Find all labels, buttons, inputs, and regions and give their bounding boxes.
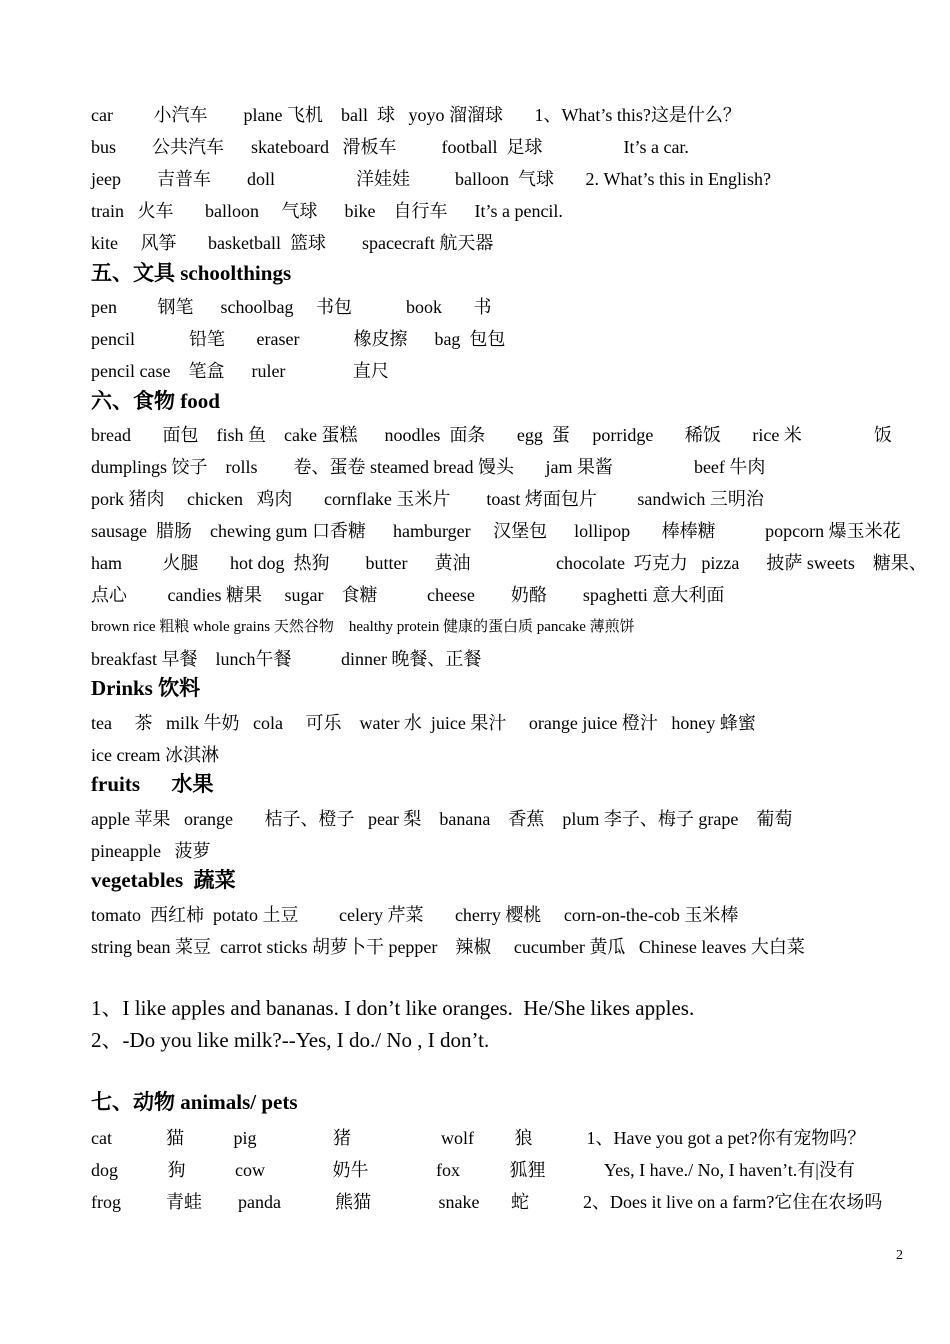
vocab-line: 点心 candies 糖果 sugar 食糖 cheese 奶酪 spaghetti 意大利面	[91, 585, 725, 605]
vocab-line: car 小汽车 plane 飞机 ball 球 yoyo 溜溜球 1、What’s this?这是什么？	[91, 105, 741, 125]
vocab-line: dog 狗 cow 奶牛 fox 狐狸 Yes, I have./ No, I haven’t.有|没有	[91, 1160, 855, 1180]
vocab-line: ice cream 冰淇淋	[91, 745, 219, 765]
vocab-line: pencil case 笔盒 ruler 直尺	[91, 361, 389, 381]
vocab-line: bus 公共汽车 skateboard 滑板车 football 足球 It’s a car.	[91, 137, 689, 157]
section-heading: Drinks 饮料	[91, 676, 201, 700]
vocab-line: jeep 吉普车 doll 洋娃娃 balloon 气球 2. What’s this in English?	[91, 169, 771, 189]
vocab-line: dumplings 饺子 rolls 卷、蛋卷 steamed bread 馒头 jam 果酱 beef 牛肉	[91, 457, 766, 477]
vocab-line: brown rice 粗粮 whole grains 天然谷物 healthy protein 健康的蛋白质 pancake 薄煎饼	[91, 619, 635, 635]
page-number: 2	[896, 1248, 903, 1263]
vocab-line: pork 猪肉 chicken 鸡肉 cornflake 玉米片 toast 烤面包片 sandwich 三明治	[91, 489, 764, 509]
vocab-line: ham 火腿 hot dog 热狗 butter 黄油 chocolate 巧克力 pizza 披萨 sweets 糖果、	[91, 553, 927, 573]
vocab-line: apple 苹果 orange 桔子、橙子 pear 梨 banana 香蕉 plum 李子、梅子 grape 葡萄	[91, 809, 793, 829]
vocab-line: tea 茶 milk 牛奶 cola 可乐 water 水 juice 果汁 orange juice 橙汁 honey 蜂蜜	[91, 713, 756, 733]
vocab-line: kite 风筝 basketball 篮球 spacecraft 航天器	[91, 233, 494, 253]
vocab-line: pen 钢笔 schoolbag 书包 book 书	[91, 297, 492, 317]
section-heading: fruits 水果	[91, 772, 214, 796]
vocab-line: pencil 铅笔 eraser 橡皮擦 bag 包包	[91, 329, 506, 349]
section-heading: 五、文具 schoolthings	[91, 261, 292, 285]
vocab-line: pineapple 菠萝	[91, 841, 211, 861]
section-heading: 六、食物 food	[91, 389, 220, 413]
vocab-line: frog 青蛙 panda 熊猫 snake 蛇 2、Does it live on a farm?它住在农场吗	[91, 1192, 883, 1212]
vocab-line: string bean 菜豆 carrot sticks 胡萝卜干 pepper 辣椒 cucumber 黄瓜 Chinese leaves 大白菜	[91, 937, 805, 957]
example-sentence: 1、I like apples and bananas. I don’t like oranges. He/She likes apples.	[91, 996, 695, 1020]
example-sentence: 2、-Do you like milk?--Yes, I do./ No , I don’t.	[91, 1028, 490, 1052]
vocab-line: train 火车 balloon 气球 bike 自行车 It’s a pencil.	[91, 201, 563, 221]
section-heading: vegetables 蔬菜	[91, 868, 236, 892]
vocab-line: sausage 腊肠 chewing gum 口香糖 hamburger 汉堡包 lollipop 棒棒糖 popcorn 爆玉米花	[91, 521, 901, 541]
vocab-line: breakfast 早餐 lunch午餐 dinner 晚餐、正餐	[91, 649, 482, 669]
vocab-line: cat 猫 pig 猪 wolf 狼 1、Have you got a pet?你有宠物吗？	[91, 1128, 866, 1148]
vocab-line: bread 面包 fish 鱼 cake 蛋糕 noodles 面条 egg 蛋 porridge 稀饭 rice 米 饭	[91, 425, 892, 445]
vocab-line: tomato 西红柿 potato 土豆 celery 芹菜 cherry 樱桃 corn-on-the-cob 玉米棒	[91, 905, 739, 925]
section-heading: 七、动物 animals/ pets	[91, 1090, 298, 1114]
